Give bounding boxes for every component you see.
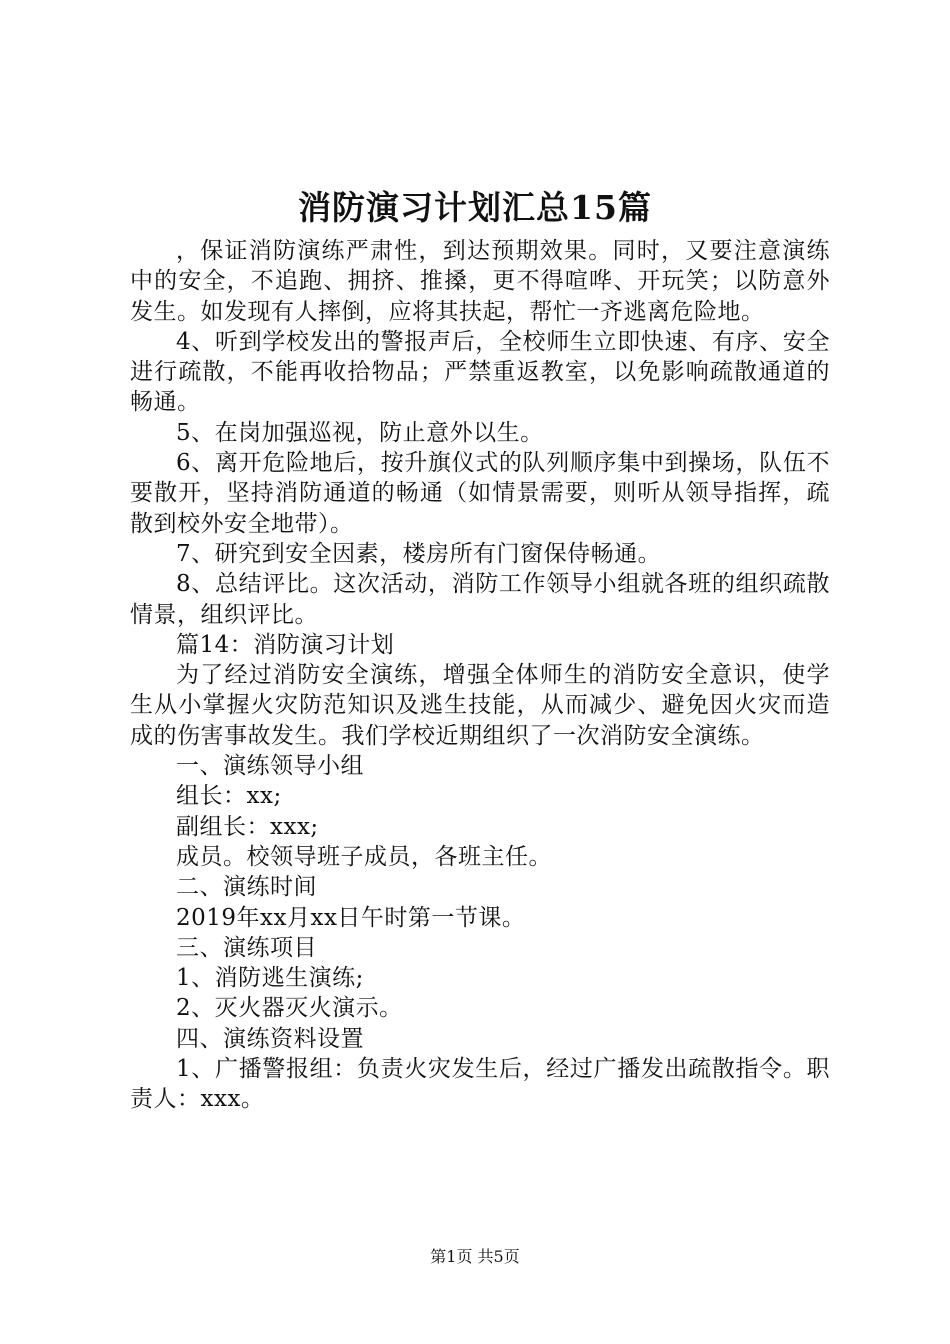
paragraph: 组长：xx; — [176, 783, 282, 810]
paragraph: 4、听到学校发出的警报声后，全校师生立即快速、有序、安全进行疏散，不能再收拾物品；严禁重返教室，以免影响疏散通道的畅通。 — [130, 328, 830, 416]
paragraph: 为了经过消防安全演练，增强全体师生的消防安全意识，使学生从小掌握火灾防范知识及逃生技能，从而减少、避免因火灾而造成的伤害事故发生。我们学校近期组织了一次消防安全演练。 — [130, 662, 830, 749]
paragraph: 1、广播警报组：负责火灾发生后，经过广播发出疏散指令。职责人：xxx。 — [130, 1056, 830, 1113]
paragraph: 8、总结评比。这次活动，消防工作领导小组就各班的组织疏散情景，组织评比。 — [130, 571, 830, 628]
section-heading: 四、演练资料设置 — [176, 1025, 364, 1052]
paragraph: 1、消防逃生演练; — [176, 965, 364, 992]
section-heading: 篇14：消防演习计划 — [176, 631, 395, 658]
paragraph: 7、研究到安全因素，楼房所有门窗保侍畅通。 — [176, 540, 662, 567]
document-title: 消防演习计划汇总15篇 — [298, 188, 652, 227]
paragraph: 2019年xx月xx日午时第一节课。 — [176, 904, 526, 931]
document-body — [130, 236, 830, 1115]
paragraph: 5、在岗加强巡视，防止意外以生。 — [176, 419, 544, 446]
paragraph: 6、离开危险地后，按升旗仪式的队列顺序集中到操场，队伍不要散开，坚持消防通道的畅通（如情景需要，则听从领导指挥，疏散到校外安全地带）。 — [130, 450, 830, 537]
section-heading: 三、演练项目 — [176, 934, 317, 961]
paragraph: ，保证消防演练严肃性，到达预期效果。同时，又要注意演练中的安全，不追跑、拥挤、推搡，更不得喧哗、开玩笑；以防意外发生。如发现有人摔倒，应将其扶起，帮忙一齐逃离危险地。 — [130, 238, 830, 325]
paragraph: 成员。校领导班子成员，各班主任。 — [176, 843, 552, 870]
paragraph: 2、灭火器灭火演示。 — [176, 995, 403, 1022]
section-heading: 一、演练领导小组 — [176, 753, 364, 780]
section-heading: 二、演练时间 — [176, 874, 317, 901]
page-footer: 第1页 共5页 — [430, 1247, 520, 1266]
paragraph: 副组长：xxx; — [176, 813, 319, 840]
